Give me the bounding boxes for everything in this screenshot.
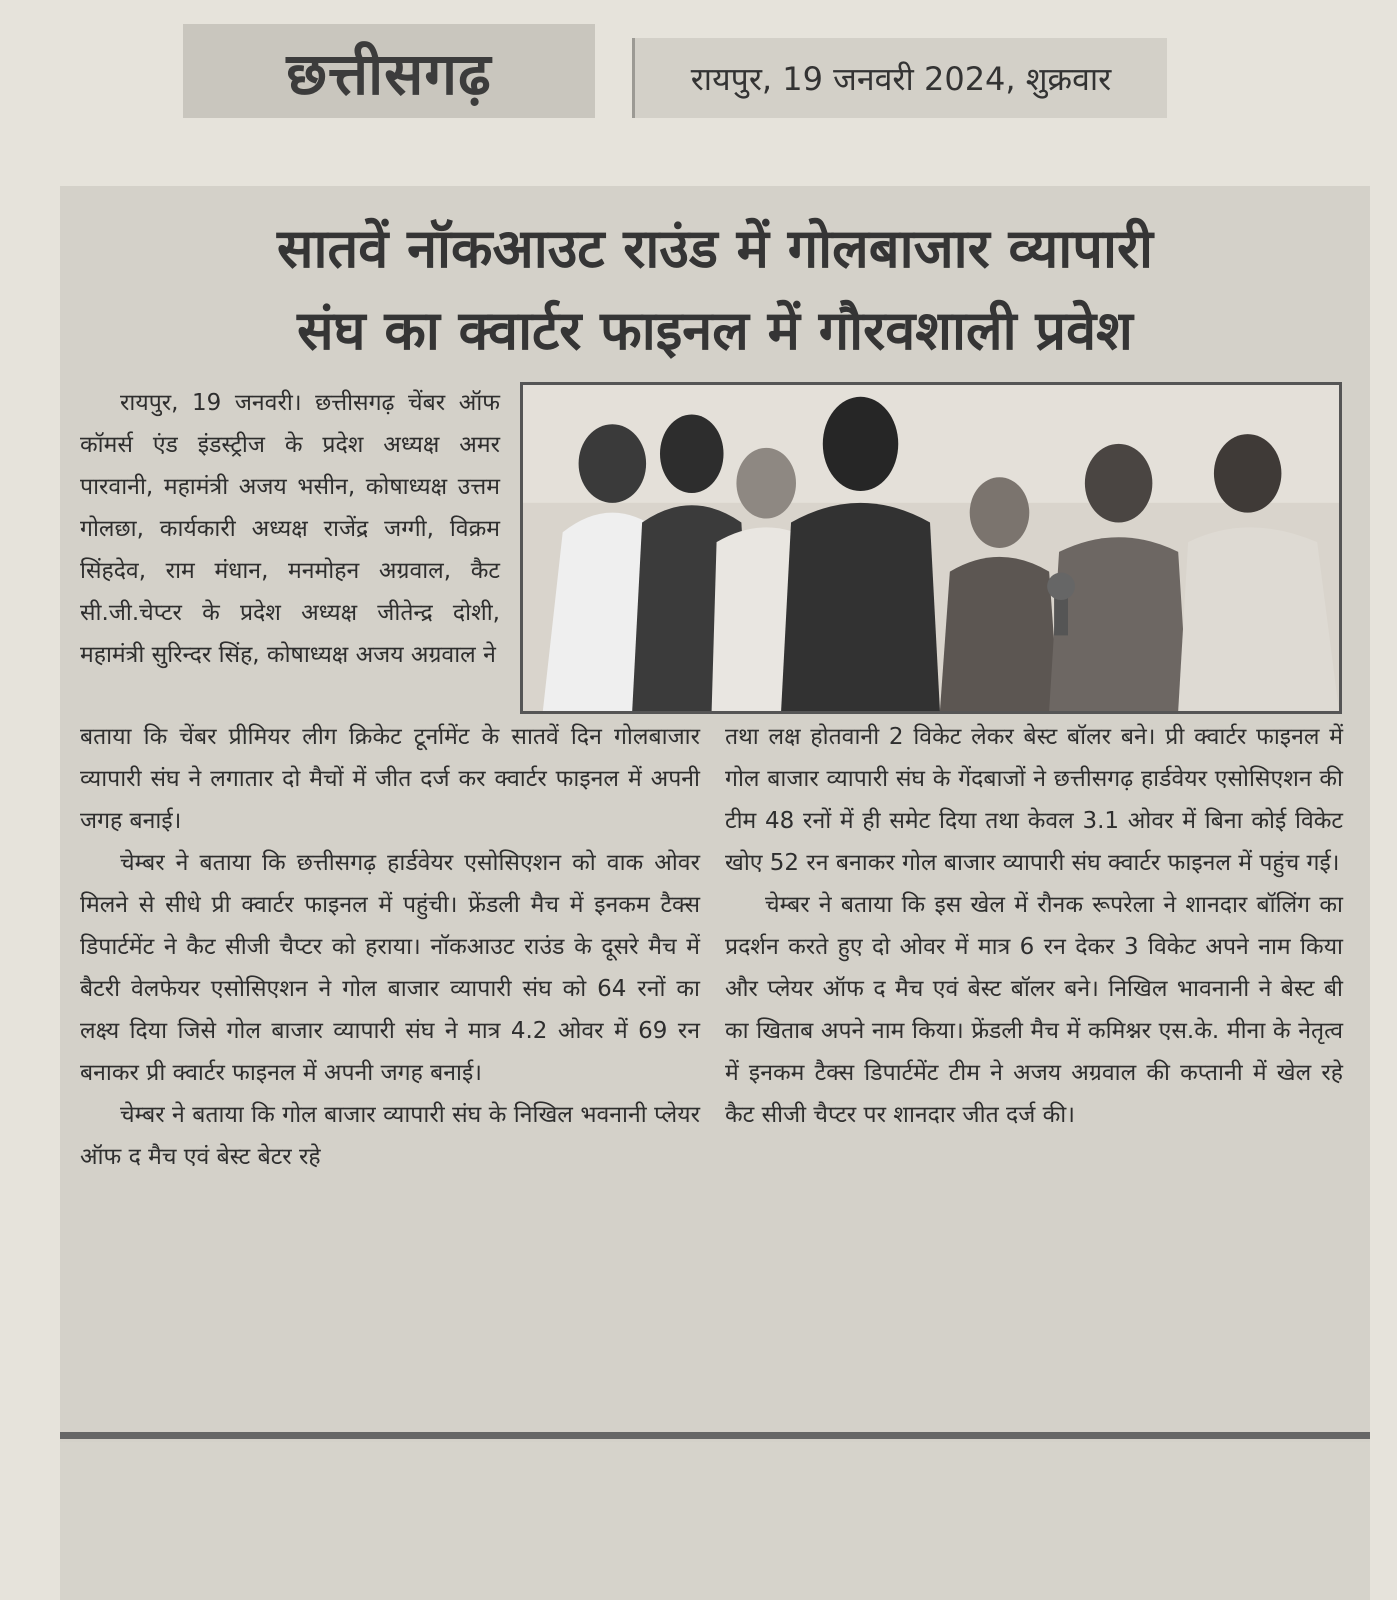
article-column-right [725,716,1343,1136]
dateline-text: रायपुर, 19 जनवरी 2024, शुक्रवार [690,59,1112,98]
left-paragraph-1: बताया कि चेंबर प्रीमियर लीग क्रिकेट टूर्नामेंट के सातवें दिन गोलबाजार व्यापारी संघ ने लगातार दो मैचों में जीत दर्ज कर क्वार्टर फाइनल में अपनी जगह बनाई। [80,724,700,834]
headline-line-2: संघ का क्वार्टर फाइनल में गौरवशाली प्रवेश [297,299,1133,362]
article-headline [60,208,1370,372]
lower-paper-area [60,1442,1370,1600]
column-rule [60,1432,1370,1439]
news-clipping [60,186,1370,1442]
article-column-left [80,716,700,1178]
article-photo [520,382,1342,714]
article-intro [80,382,500,676]
group-photo-image [523,385,1339,711]
right-paragraph-1: तथा लक्ष होतवानी 2 विकेट लेकर बेस्ट बॉलर बने। प्री क्वार्टर फाइनल में गोल बाजार व्यापारी संघ के गेंदबाजों ने छत्तीसगढ़ हार्डवेयर एसोसिएशन की टीम 48 रनों में ही समेट दिया तथा केवल 3.1 ओवर में बिना कोई विकेट खोए 52 रन बनाकर गोल बाजार व्यापारी संघ क्वार्टर फाइनल में पहुंच गई। [725,724,1343,876]
left-paragraph-2: चेम्बर ने बताया कि छत्तीसगढ़ हार्डवेयर एसोसिएशन को वाक ओवर मिलने से सीधे प्री क्वार्टर फाइनल में पहुंची। फ्रेंडली मैच में इनकम टैक्स डिपार्टमेंट ने कैट सीजी चैप्टर को हराया। नॉकआउट राउंड के दूसरे मैच में बैटरी वेलफेयर एसोसिएशन ने गोल बाजार व्यापारी संघ को 64 रनों का लक्ष्य दिया जिसे गोल बाजार व्यापारी संघ ने मात्र 4.2 ओवर में 69 रन बनाकर प्री क्वार्टर फाइनल में अपनी जगह बनाई। [80,850,700,1086]
intro-paragraph: रायपुर, 19 जनवरी। छत्तीसगढ़ चेंबर ऑफ कॉमर्स एंड इंडस्ट्रीज के प्रदेश अध्यक्ष अमर पारवानी, महामंत्री अजय भसीन, कोषाध्यक्ष उत्तम गोलछा, कार्यकारी अध्यक्ष राजेंद्र जग्गी, विक्रम सिंहदेव, राम मंधान, मनमोहन अग्रवाल, कैट सी.जी.चेप्टर के प्रदेश अध्यक्ष जीतेन्द्र दोशी, महामंत्री सुरिन्दर सिंह, कोषाध्यक्ष अजय अग्रवाल ने [80,390,500,668]
dateline [632,38,1167,118]
right-paragraph-2: चेम्बर ने बताया कि इस खेल में रौनक रूपरेला ने शानदार बॉलिंग का प्रदर्शन करते हुए दो ओवर में मात्र 6 रन देकर 3 विकेट अपने नाम किया और प्लेयर ऑफ द मैच एवं बेस्ट बॉलर बने। निखिल भावनानी ने बेस्ट बी का खिताब अपने नाम किया। फ्रेंडली मैच में कमिश्नर एस.के. मीना के नेतृत्व में इनकम टैक्स डिपार्टमेंट टीम ने अजय अग्रवाल की कप्तानी में खेल रहे कैट सीजी चैप्टर पर शानदार जीत दर्ज की। [725,892,1343,1128]
left-paragraph-3: चेम्बर ने बताया कि गोल बाजार व्यापारी संघ के निखिल भवनानी प्लेयर ऑफ द मैच एवं बेस्ट बेटर रहे [80,1102,700,1170]
newspaper-name: छत्तीसगढ़ [286,39,492,108]
masthead [183,24,595,118]
headline-line-1: सातवें नॉकआउट राउंड में गोलबाजार व्यापारी [276,217,1154,280]
